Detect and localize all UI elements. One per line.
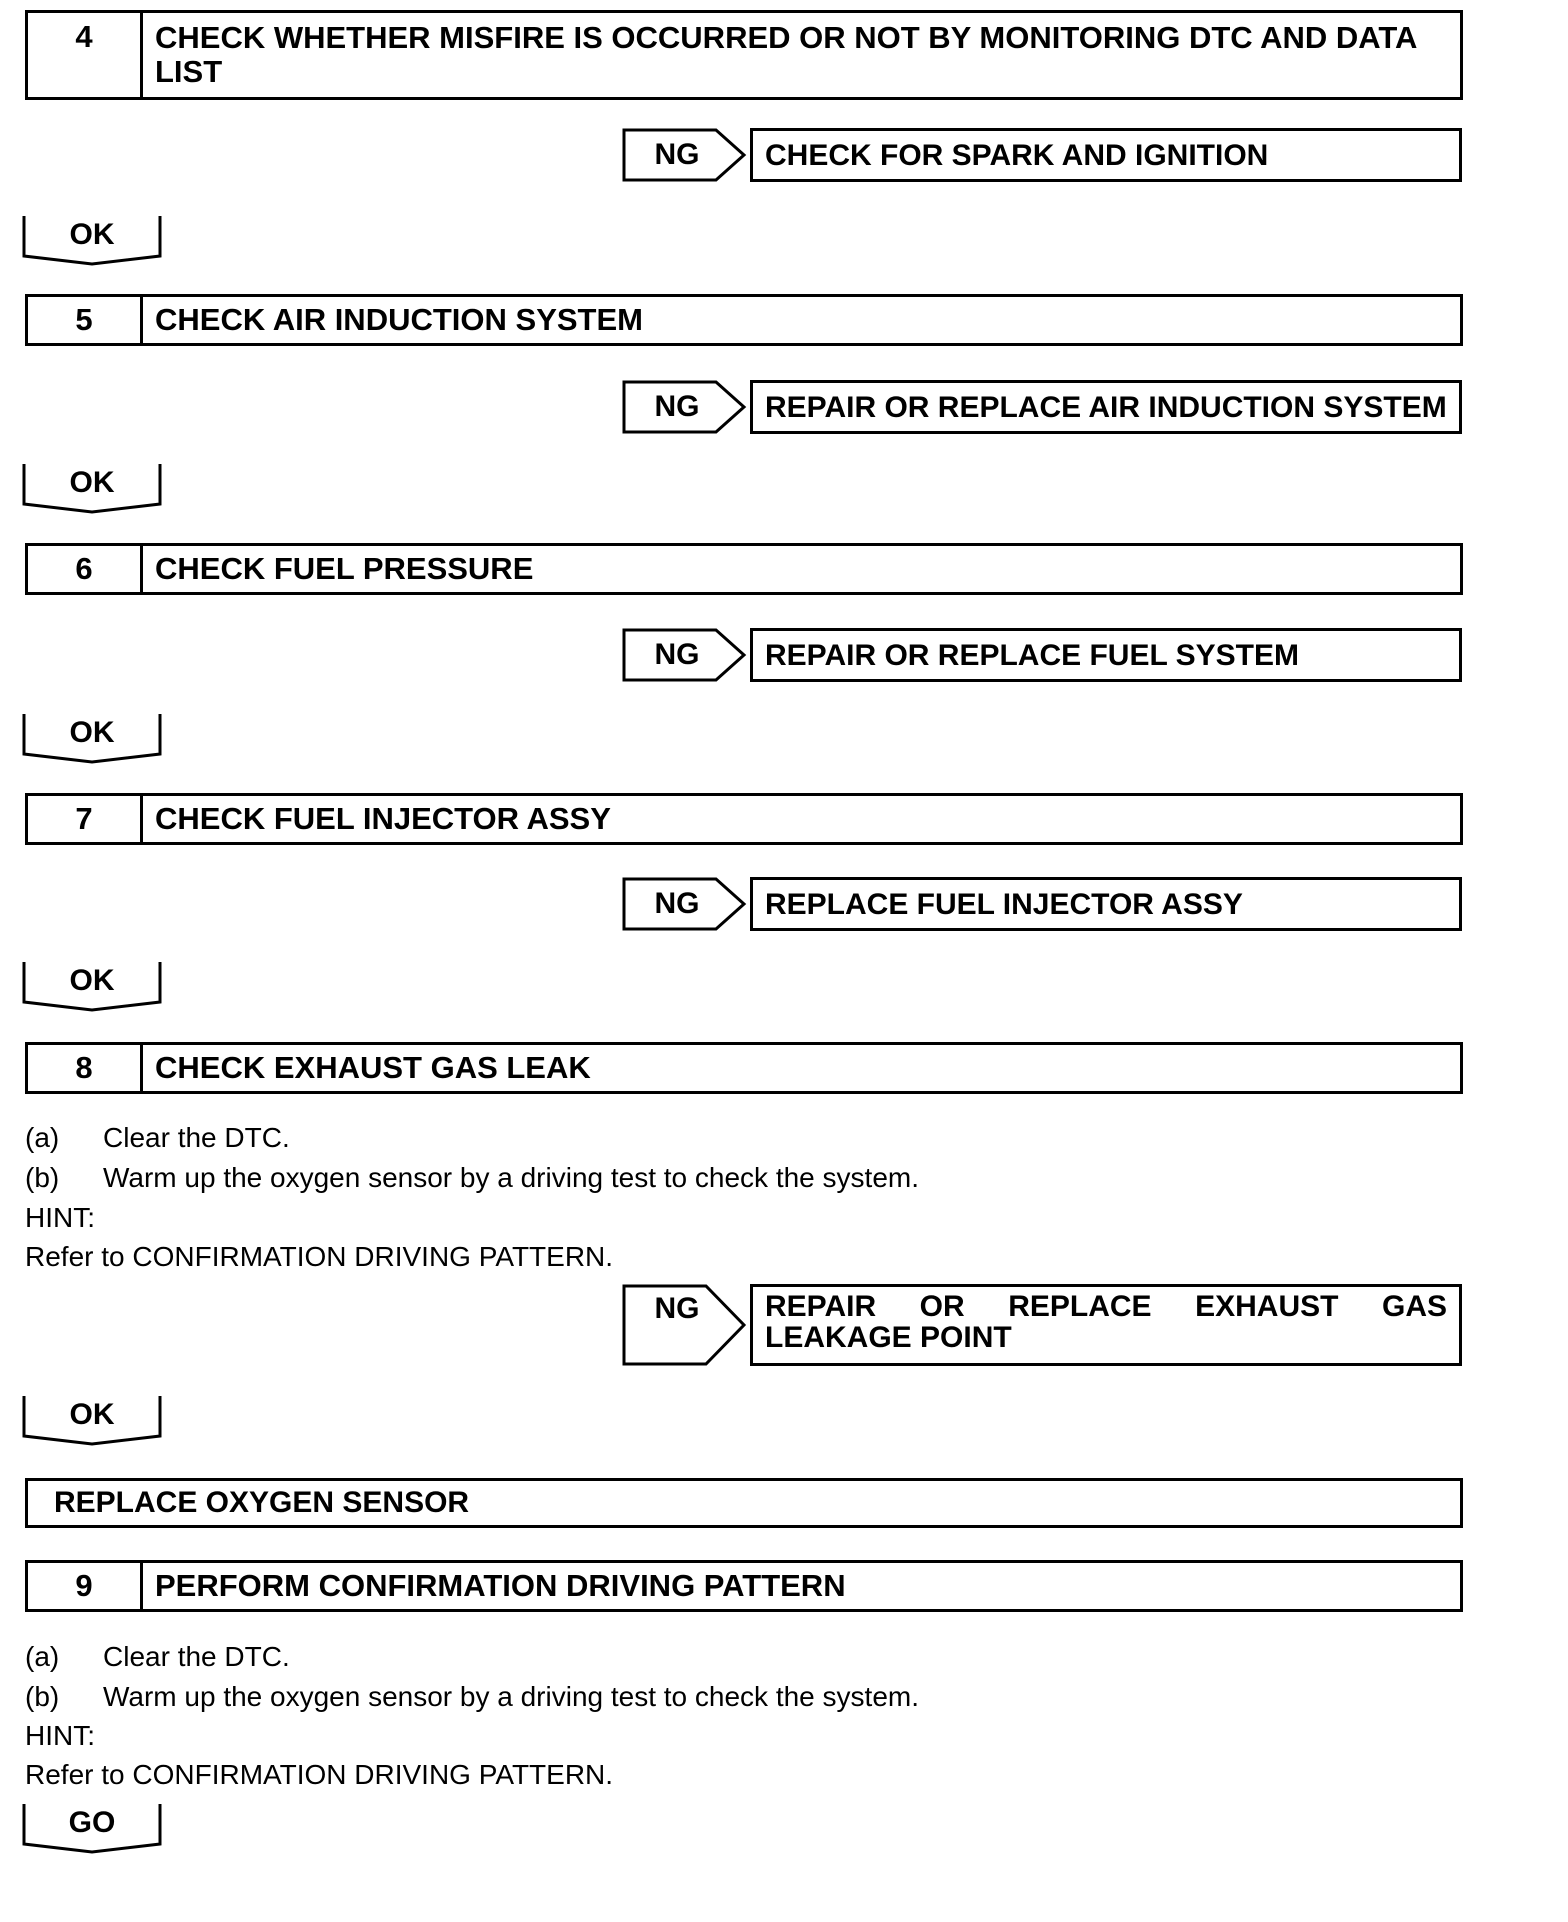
instruction-tag: (b) — [25, 1162, 60, 1193]
ok-arrow — [22, 462, 162, 514]
instruction-line — [25, 1121, 290, 1155]
ng-label: NG — [654, 1292, 700, 1325]
ok-arrow — [22, 712, 162, 764]
ng-branch — [622, 128, 1269, 182]
ok-label: OK — [69, 716, 115, 749]
ng-branch — [622, 380, 1447, 434]
step-number: 8 — [28, 1045, 143, 1091]
instruction-line — [25, 1680, 919, 1714]
step-7-box — [25, 793, 1463, 845]
go-arrow — [22, 1802, 162, 1854]
hint-label: HINT: — [25, 1202, 95, 1233]
ng-result-box: REPAIR OR REPLACE EXHAUST GAS LEAKAGE POINT — [750, 1284, 1462, 1366]
ok-label: OK — [69, 466, 115, 499]
replace-oxygen-sensor-box: REPLACE OXYGEN SENSOR — [25, 1478, 1463, 1528]
step-5-box — [25, 294, 1463, 346]
step-8-box — [25, 1042, 1463, 1094]
instruction-text: Clear the DTC. — [103, 1122, 290, 1153]
ng-result-box: REPLACE FUEL INJECTOR ASSY — [750, 877, 1462, 931]
step-title: PERFORM CONFIRMATION DRIVING PATTERN — [155, 1568, 846, 1603]
step-number: 5 — [28, 297, 143, 343]
step-number: 9 — [28, 1563, 143, 1609]
ok-arrow — [22, 1394, 162, 1446]
instruction-text: Clear the DTC. — [103, 1641, 290, 1672]
step-title: CHECK WHETHER MISFIRE IS OCCURRED OR NOT BY MONITORING DTC AND DATA LIST — [155, 20, 1417, 89]
step-4-box — [25, 10, 1463, 100]
instruction-tag: (a) — [25, 1122, 60, 1153]
instruction-tag: (b) — [25, 1681, 60, 1712]
ng-label: NG — [654, 390, 700, 423]
hint-label: HINT: — [25, 1720, 95, 1751]
ok-arrow — [22, 960, 162, 1012]
instruction-line — [25, 1161, 919, 1195]
hint-text: Refer to CONFIRMATION DRIVING PATTERN. — [25, 1759, 614, 1790]
instruction-text: Warm up the oxygen sensor by a driving test to check the system. — [103, 1681, 919, 1712]
step-number: 4 — [28, 13, 143, 97]
instruction-text: Warm up the oxygen sensor by a driving test to check the system. — [103, 1162, 919, 1193]
step-title: CHECK EXHAUST GAS LEAK — [155, 1050, 591, 1085]
ok-label: OK — [69, 1398, 115, 1431]
ok-label: OK — [69, 964, 115, 997]
step-number: 7 — [28, 796, 143, 842]
ng-branch — [622, 628, 1299, 682]
ng-branch — [622, 877, 1243, 931]
ng-result-box: REPAIR OR REPLACE FUEL SYSTEM — [750, 628, 1462, 682]
ok-label: OK — [69, 218, 115, 251]
ng-branch — [622, 1284, 1447, 1366]
ng-label: NG — [654, 138, 700, 171]
step-9-box — [25, 1560, 1463, 1612]
ok-arrow — [22, 214, 162, 266]
go-label: GO — [68, 1806, 116, 1839]
ng-result-box: CHECK FOR SPARK AND IGNITION — [750, 128, 1462, 182]
step-title: CHECK FUEL PRESSURE — [155, 551, 534, 586]
ng-label: NG — [654, 887, 700, 920]
step-title: CHECK FUEL INJECTOR ASSY — [155, 801, 611, 836]
ng-label: NG — [654, 638, 700, 671]
instruction-tag: (a) — [25, 1641, 60, 1672]
step-6-box — [25, 543, 1463, 595]
step-title: CHECK AIR INDUCTION SYSTEM — [155, 302, 643, 337]
ng-result-box: REPAIR OR REPLACE AIR INDUCTION SYSTEM — [750, 380, 1462, 434]
hint-text: Refer to CONFIRMATION DRIVING PATTERN. — [25, 1241, 614, 1272]
step-number: 6 — [28, 546, 143, 592]
instruction-line — [25, 1640, 290, 1674]
